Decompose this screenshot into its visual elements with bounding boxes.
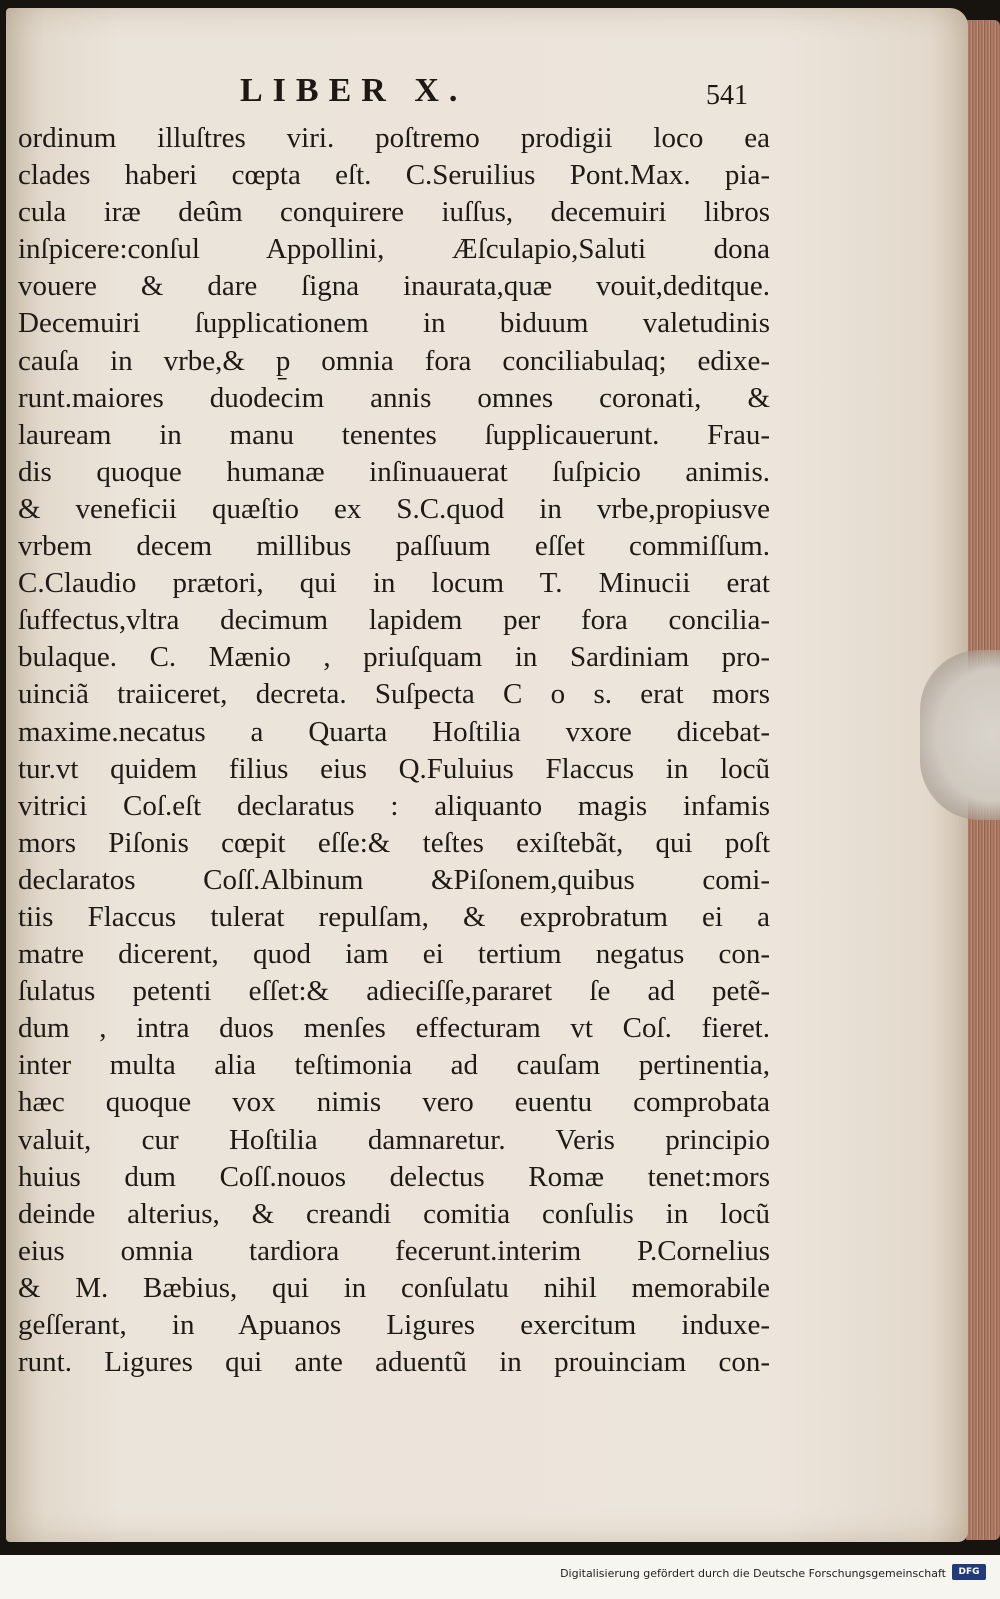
text-line: maxime.necatus a Quarta Hoſtilia vxore dicebat- [18,715,770,748]
text-line: inter multa alia teſtimonia ad cauſam pertinentia, [18,1049,770,1082]
text-line: lauream in manu tenentes ſupplicauerunt. Frau- [18,418,770,451]
dfg-logo: DFG [952,1564,986,1580]
text-line: eius omnia tardiora fecerunt.interim P.Cornelius [18,1234,770,1267]
running-head: LIBER X. [240,72,468,109]
text-line: mors Piſonis cœpit eſſe:& teſtes exiſtebãt, qui poſt [18,826,770,859]
text-line: cauſa in vrbe,& p̱ omnia fora conciliabulaq; edixe- [18,344,770,377]
text-line: runt.maiores duodecim annis omnes coronati, & [18,381,770,414]
text-line: runt. Ligures qui ante aduentũ in prouinciam con- [18,1346,770,1379]
text-line: vitrici Coſ.eſt declaratus : aliquanto magis infamis [18,789,770,822]
text-line: uinciã traiiceret, decreta. Suſpecta C o s. erat mors [18,678,770,711]
body-text [18,120,770,1381]
page-number: 541 [706,80,748,111]
text-line: vrbem decem millibus paſſuum eſſet commiſſum. [18,530,770,563]
text-line: ordinum illuſtres viri. poſtremo prodigii loco ea [18,122,770,154]
text-line: ſuffectus,vltra decimum lapidem per fora concilia- [18,604,770,637]
text-line: valuit, cur Hoſtilia damnaretur. Veris principio [18,1123,770,1156]
text-line: dis quoque humanæ inſinuauerat ſuſpicio animis. [18,455,770,488]
page-header [0,72,966,112]
text-line: hæc quoque vox nimis vero euentu comprobata [18,1086,770,1119]
text-line: & veneficii quæſtio ex S.C.quod in vrbe,propiusve [18,492,770,525]
text-line: declaratos Coſſ.Albinum &Piſonem,quibus comi- [18,863,770,896]
text-line: geſſerant, in Apuanos Ligures exercitum induxe- [18,1309,770,1341]
text-line: inſpicere:conſul Appollini, Æſculapio,Saluti dona [18,233,770,266]
text-line: ſulatus petenti eſſet:& adieciſſe,pararet ſe ad petẽ- [18,975,770,1008]
funding-credit: Digitalisierung gefördert durch die Deutsche Forschungsgemeinschaft [560,1567,946,1580]
text-line: bulaque. C. Mænio , priuſquam in Sardiniam pro- [18,641,770,674]
text-line: huius dum Coſſ.nouos delectus Romæ tenet:mors [18,1160,770,1193]
text-line: vouere & dare ſigna inaurata,quæ vouit,deditque. [18,270,770,303]
text-line: C.Claudio prætori, qui in locum T. Minucii erat [18,567,770,600]
text-line: tiis Flaccus tulerat repulſam, & exprobratum ei a [18,900,770,933]
text-line: & M. Bæbius, qui in conſulatu nihil memorabile [18,1271,770,1304]
text-line: tur.vt quidem filius eius Q.Fuluius Flaccus in locũ [18,752,770,785]
text-line: dum , intra duos menſes effecturam vt Coſ. fieret. [18,1012,770,1045]
text-line: clades haberi cœpta eſt. C.Seruilius Pont.Max. pia- [18,159,770,192]
footer-bar [0,1555,1000,1599]
text-line: matre dicerent, quod iam ei tertium negatus con- [18,938,770,971]
text-line: cula iræ deûm conquirere iuſſus, decemuiri libros [18,196,770,229]
page-clip [920,650,1000,820]
text-line: deinde alterius, & creandi comitia conſulis in locũ [18,1197,770,1230]
text-line: Decemuiri ſupplicationem in biduum valetudinis [18,307,770,340]
